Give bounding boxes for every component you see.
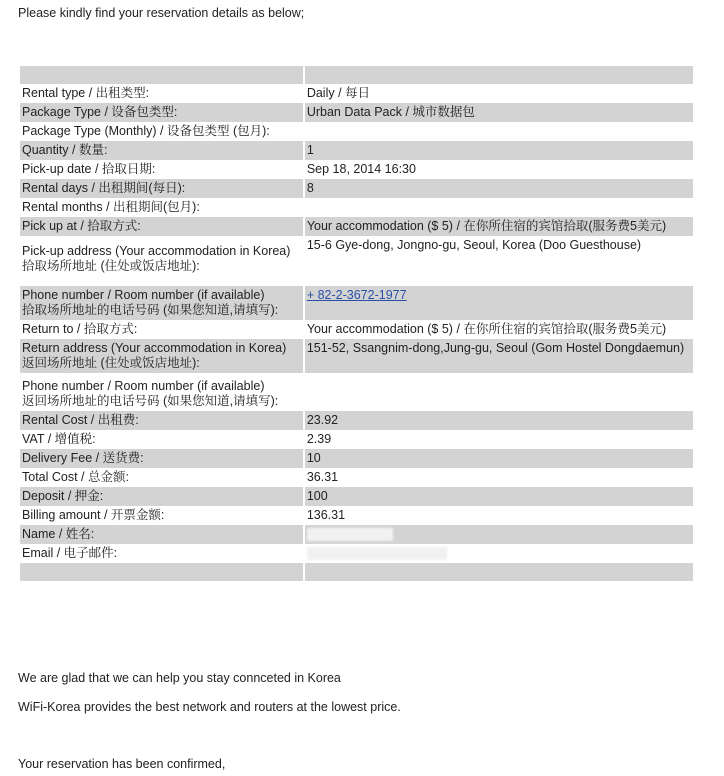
row-value [305,198,693,217]
row-value: 1 [305,141,693,160]
reservation-details-table [18,66,695,581]
row-pickup-phone [20,286,693,320]
row-label: Package Type / 设备包类型: [20,103,303,122]
row-label: Rental months / 出租期间(包月): [22,200,200,214]
row-value: 100 [305,487,693,506]
row-return-to [20,320,693,339]
row-value: Sep 18, 2014 16:30 [306,162,416,176]
row-value: 15-6 Gye-dong, Jongno-gu, Seoul, Korea (Doo Guesthouse) [306,238,642,252]
table-header-row [20,66,693,84]
row-label: Name / 姓名: [20,525,303,544]
footer-line: Your reservation has been confirmed, [18,757,226,771]
row-return-phone [20,373,693,411]
row-label: Quantity / 数量: [20,141,303,160]
row-label: Return to / 拾取方式: [22,322,138,336]
row-label-line: 返回场所地址 (住处或饭店地址): [22,356,200,370]
row-label [20,236,303,286]
intro-text: Please kindly find your reservation details as below; [18,6,305,20]
row-label-line: Phone number / Room number (if available) [22,288,265,302]
row-label: Package Type (Monthly) / 设备包类型 (包月): [22,124,270,138]
row-label: Pick-up date / 拾取日期: [22,162,156,176]
phone-link[interactable]: + 82-2-3672-1977 [306,288,407,302]
row-label: Pick up at / 拾取方式: [20,217,303,236]
row-delivery-fee [20,449,693,468]
row-value: 8 [305,179,693,198]
row-quantity [20,141,693,160]
footer-line: WiFi-Korea provides the best network and routers at the lowest price. [18,700,401,714]
row-value: Your accommodation ($ 5) / 在你所住宿的宾馆拾取(服务费5美元) [306,322,667,336]
row-total-cost [20,468,693,487]
row-billing-amount [20,506,693,525]
row-label: Email / 电子邮件: [22,546,118,560]
row-email [20,544,693,563]
row-value: Urban Data Pack / 城市数据包 [305,103,693,122]
footer-line: We are glad that we can help you stay connceted in Korea [18,671,341,685]
table-footer-row [20,563,693,581]
row-label-line: 返回场所地址的电话号码 (如果您知道,请填写): [22,394,279,408]
row-package-type [20,103,693,122]
row-label: Rental Cost / 出租费: [20,411,303,430]
row-value: 23.92 [305,411,693,430]
redacted-value [307,528,393,541]
row-pickup-date [20,160,693,179]
row-label: Delivery Fee / 送货费: [20,449,303,468]
row-value [305,544,693,563]
row-rental-cost [20,411,693,430]
row-pickup-at [20,217,693,236]
row-vat [20,430,693,449]
row-pickup-address [20,236,693,286]
row-name [20,525,693,544]
row-rental-days [20,179,693,198]
row-value [305,286,693,320]
row-label: Billing amount / 开票金额: [22,508,165,522]
row-label: VAT / 增值税: [22,432,96,446]
row-value: 36.31 [306,470,339,484]
row-label-line: 拾取场所地址的电话号码 (如果您知道,请填写): [22,303,279,317]
row-label [20,339,303,373]
row-value [305,373,693,411]
row-value [305,122,693,141]
row-label-line: Phone number / Room number (if available) [22,379,265,393]
row-package-type-monthly [20,122,693,141]
row-value: 2.39 [306,432,332,446]
row-label [20,286,303,320]
row-value: Your accommodation ($ 5) / 在你所住宿的宾馆拾取(服务费5美元) [305,217,693,236]
row-label-line: Return address (Your accommodation in Korea) [22,341,287,355]
row-label [20,373,303,411]
row-rental-type [20,84,693,103]
row-label: Total Cost / 总金额: [22,470,129,484]
row-label: Rental days / 出租期间(每日): [20,179,303,198]
row-value: 136.31 [306,508,346,522]
row-deposit [20,487,693,506]
row-value: 151-52, Ssangnim-dong,Jung-gu, Seoul (Gom Hostel Dongdaemun) [305,339,693,373]
redacted-value [307,547,447,560]
row-label-line: Pick-up address (Your accommodation in Korea) [22,244,291,258]
row-label: Deposit / 押金: [20,487,303,506]
row-rental-months [20,198,693,217]
row-label-line: 拾取场所地址 (住处或饭店地址): [22,259,200,273]
row-value: Daily / 每日 [306,86,371,100]
row-value [305,525,693,544]
row-value: 10 [305,449,693,468]
row-return-address [20,339,693,373]
row-label: Rental type / 出租类型: [22,86,150,100]
